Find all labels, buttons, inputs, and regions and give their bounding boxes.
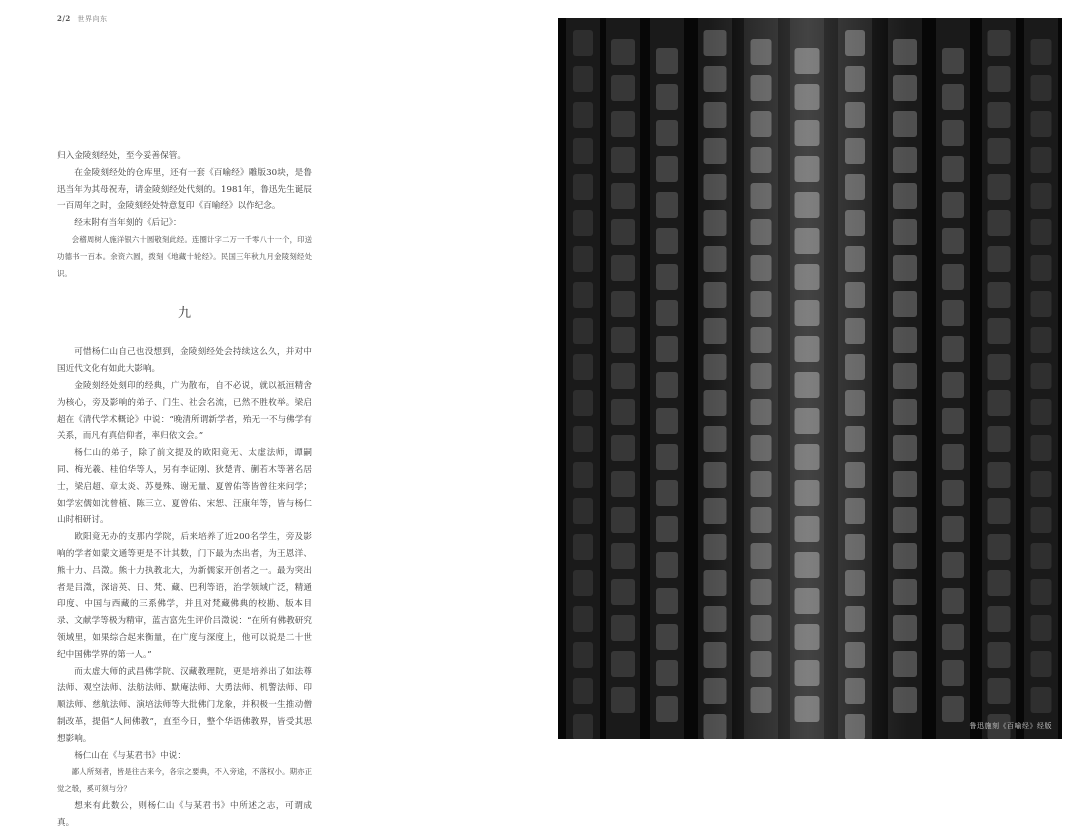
woodblock-column (936, 18, 970, 739)
article-text (57, 148, 312, 831)
body-paragraph: 在金陵刻经处的仓库里，还有一套《百喻经》雕版30块，是鲁迅当年为其母祝寿，请金陵刻经处代刻的。1981年，鲁迅先生诞辰一百周年之时，金陵刻经处特意复印《百喻经》以作纪念。 (57, 167, 312, 212)
woodblock-photo (558, 18, 1062, 739)
body-paragraph: 杨仁山在《与某君书》中说： (74, 750, 186, 761)
woodblock-column (1024, 18, 1058, 739)
woodblock-column (982, 18, 1016, 739)
section-heading: 九 (177, 306, 191, 322)
woodblock-column (650, 18, 684, 739)
quote-paragraph: 鄙人所刻者，皆是往古来今，各宗之要典，不入旁途，不落权小。期亦正觉之彀，奚可须与分？ (57, 767, 312, 794)
body-paragraph: 经末附有当年刻的《后记》： (74, 218, 182, 229)
woodblock-column (606, 18, 640, 739)
paragraphs-after (57, 344, 312, 831)
quote-paragraph: 会稽周树人施洋银六十圆敬刻此经。连圈计字二万一千零八十一个，印送功德书一百本。余资六圆，拨刻《地藏十轮经》。民国三年秋九月金陵刻经处识。 (57, 234, 312, 278)
body-paragraph: 归入金陵刻经处，至今妥善保管。 (57, 151, 186, 161)
paragraphs-before (57, 148, 312, 282)
woodblock-illustration (558, 18, 1062, 739)
body-paragraph: 欧阳竟无办的支那内学院，后来培养了近200名学生，旁及影响的学者如蒙文通等更是不计其数，门下最为杰出者，为王恩洋、熊十力、吕澂。熊十力执教北大，为新儒家开创者之一。最为突出者是吕澂，深谙英、日、梵、藏、巴利等语，治学领域广泛，精通印度、中国与西藏的三系佛学，并且对梵藏佛典的校勘、版本目录、文献学等极为精审，蓝吉富先生评价吕澂说：“在所有佛教研究领域里，如果综合起来衡量，在广度与深度上，他可以说是二十世纪中国佛学界的第一人。” (57, 532, 312, 660)
light-beam (708, 18, 908, 739)
page-header (57, 14, 108, 24)
body-paragraph: 想来有此数公，则杨仁山《与某君书》中所述之志，可谓成真。 (57, 800, 312, 828)
photo-caption: 鲁迅施刻《百喻经》经版 (969, 722, 1052, 730)
body-paragraph: 金陵刻经处刻印的经典，广为散布，自不必说，就以祇洹精舍为核心，旁及影响的弟子、门生、社会名流，已然不胜枚举。梁启超在《清代学术概论》中说：“晚清所谓新学者，殆无一不与佛学有关系，而凡有真信仰者，率归依文会。” (57, 380, 312, 442)
woodblock-column (566, 18, 600, 739)
body-paragraph: 而太虚大师的武昌佛学院、汉藏教理院，更是培养出了如法尊法师、观空法师、法舫法师、默庵法师、大勇法师、机警法师、印顺法师、慈航法师、演培法师等大批佛门龙象，并积极一生推动僧制改革，提倡“人间佛教”，直至今日，整个华语佛教界，皆受其思想影响。 (57, 666, 312, 744)
body-paragraph: 可惜杨仁山自己也没想到，金陵刻经处会持续这么久，并对中国近代文化有如此大影响。 (57, 347, 312, 375)
body-paragraph: 杨仁山的弟子，除了前文提及的欧阳竟无、太虚法师，谭嗣同、梅光羲、桂伯华等人，另有李证刚、狄楚青、蒯若木等著名居士，梁启超、章太炎、苏曼殊、谢无量、夏曾佑等皆曾往来问学；如学宏儒如沈曾植、陈三立、夏曾佑、宋恕、汪康年等，皆与杨仁山时相研讨。 (57, 448, 312, 526)
section-name: 世界向东 (77, 15, 108, 23)
page-number: 2/2 (57, 14, 71, 23)
